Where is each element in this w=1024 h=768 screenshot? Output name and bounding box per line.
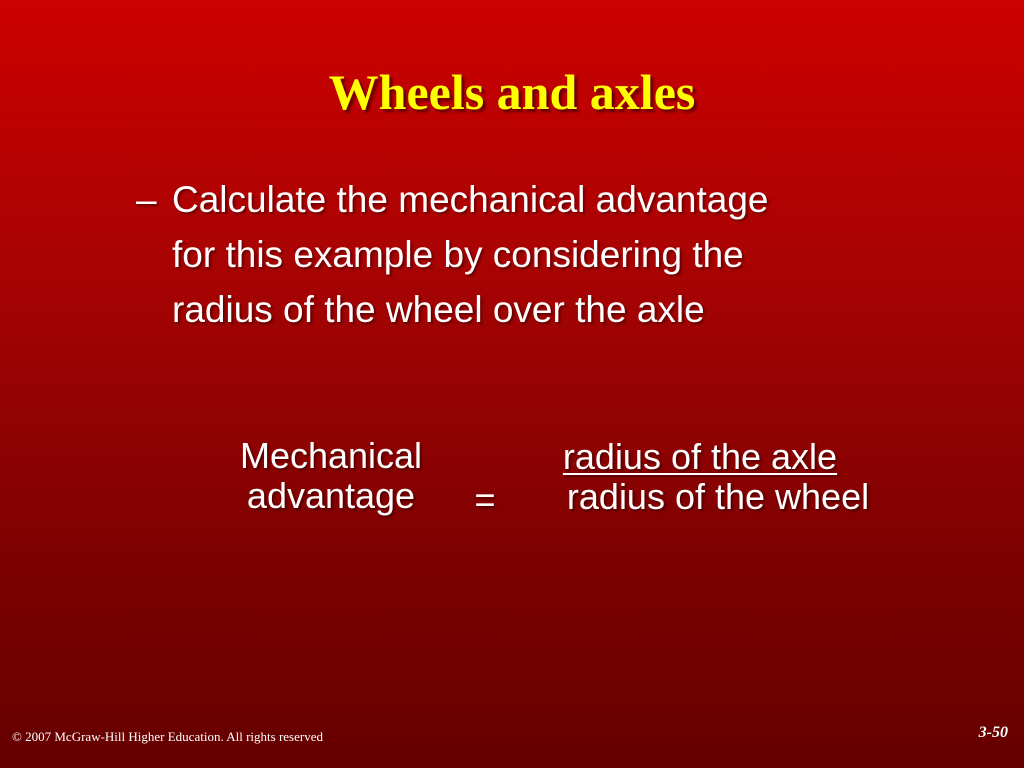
bullet-line: Calculate the mechanical advantage: [172, 179, 769, 220]
formula-lhs: [200, 436, 462, 516]
slide-title: Wheels and axles: [328, 64, 696, 120]
bullet-line: radius of the wheel over the axle: [172, 289, 705, 330]
bullet-line: for this example by considering the: [172, 234, 744, 275]
formula-numerator: [528, 436, 872, 478]
bullet-point: [136, 172, 916, 337]
bullet-marker: –: [136, 179, 157, 220]
page-number: 3-50: [978, 724, 1008, 741]
bullet-text: [172, 172, 916, 337]
formula-denominator: radius of the wheel: [566, 476, 870, 517]
formula-numerator-text: radius of the axle: [562, 436, 838, 477]
formula-lhs-line: advantage: [246, 475, 416, 516]
formula-equals-sign: =: [474, 479, 496, 520]
copyright-notice: © 2007 McGraw-Hill Higher Education. All rights reserved: [12, 729, 323, 744]
formula-lhs-line: Mechanical: [239, 435, 423, 476]
